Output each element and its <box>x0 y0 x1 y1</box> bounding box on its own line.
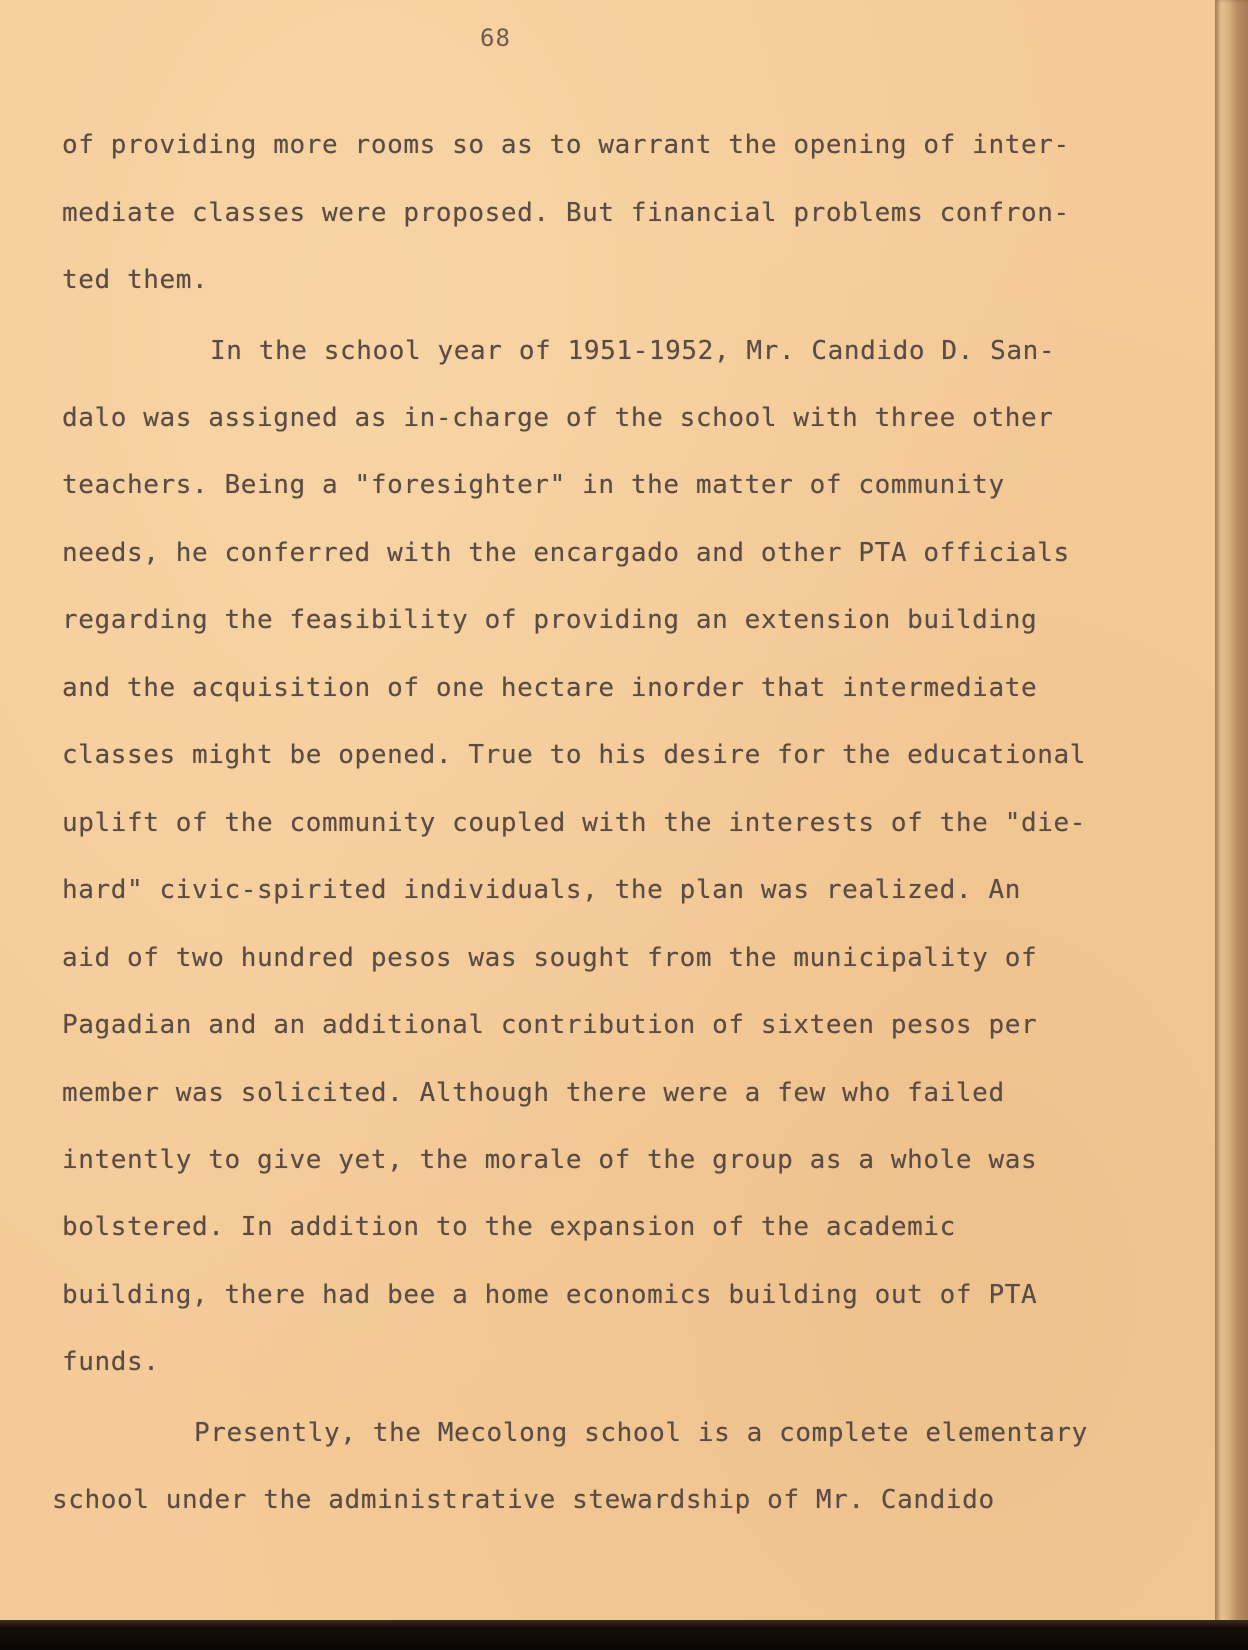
text-line: needs, he conferred with the encargado and other PTA officials <box>62 538 1070 568</box>
text-line: classes might be opened. True to his desire for the educational <box>62 740 1086 770</box>
text-line: intently to give yet, the morale of the group as a whole was <box>62 1145 1038 1175</box>
text-line: regarding the feasibility of providing an extension building <box>62 605 1038 635</box>
text-line: bolstered. In addition to the expansion of the academic <box>62 1212 956 1242</box>
text-line: dalo was assigned as in-charge of the school with three other <box>62 403 1054 433</box>
text-line: member was solicited. Although there were a few who failed <box>62 1078 1005 1108</box>
book-binding-edge <box>1215 0 1248 1650</box>
text-line: In the school year of 1951-1952, Mr. Candido D. San- <box>210 336 1056 366</box>
scan-bottom-edge <box>0 1620 1248 1650</box>
text-line: school under the administrative stewardship of Mr. Candido <box>52 1485 995 1515</box>
text-line: building, there had bee a home economics building out of PTA <box>62 1280 1038 1310</box>
text-line: teachers. Being a "foresighter" in the matter of community <box>62 470 1005 500</box>
text-line: of providing more rooms so as to warrant the opening of inter- <box>62 130 1070 160</box>
text-line: mediate classes were proposed. But financial problems confron- <box>62 198 1070 228</box>
text-line: hard" civic-spirited individuals, the plan was realized. An <box>62 875 1021 905</box>
text-line: aid of two hundred pesos was sought from the municipality of <box>62 943 1038 973</box>
text-line: ted them. <box>62 265 209 295</box>
page-number: 68 <box>480 24 511 52</box>
text-line: funds. <box>62 1347 160 1377</box>
text-line: uplift of the community coupled with the interests of the "die- <box>62 808 1086 838</box>
text-line: Pagadian and an additional contribution of sixteen pesos per <box>62 1010 1038 1040</box>
text-line: and the acquisition of one hectare inorder that intermediate <box>62 673 1038 703</box>
text-line: Presently, the Mecolong school is a complete elementary <box>194 1418 1088 1448</box>
